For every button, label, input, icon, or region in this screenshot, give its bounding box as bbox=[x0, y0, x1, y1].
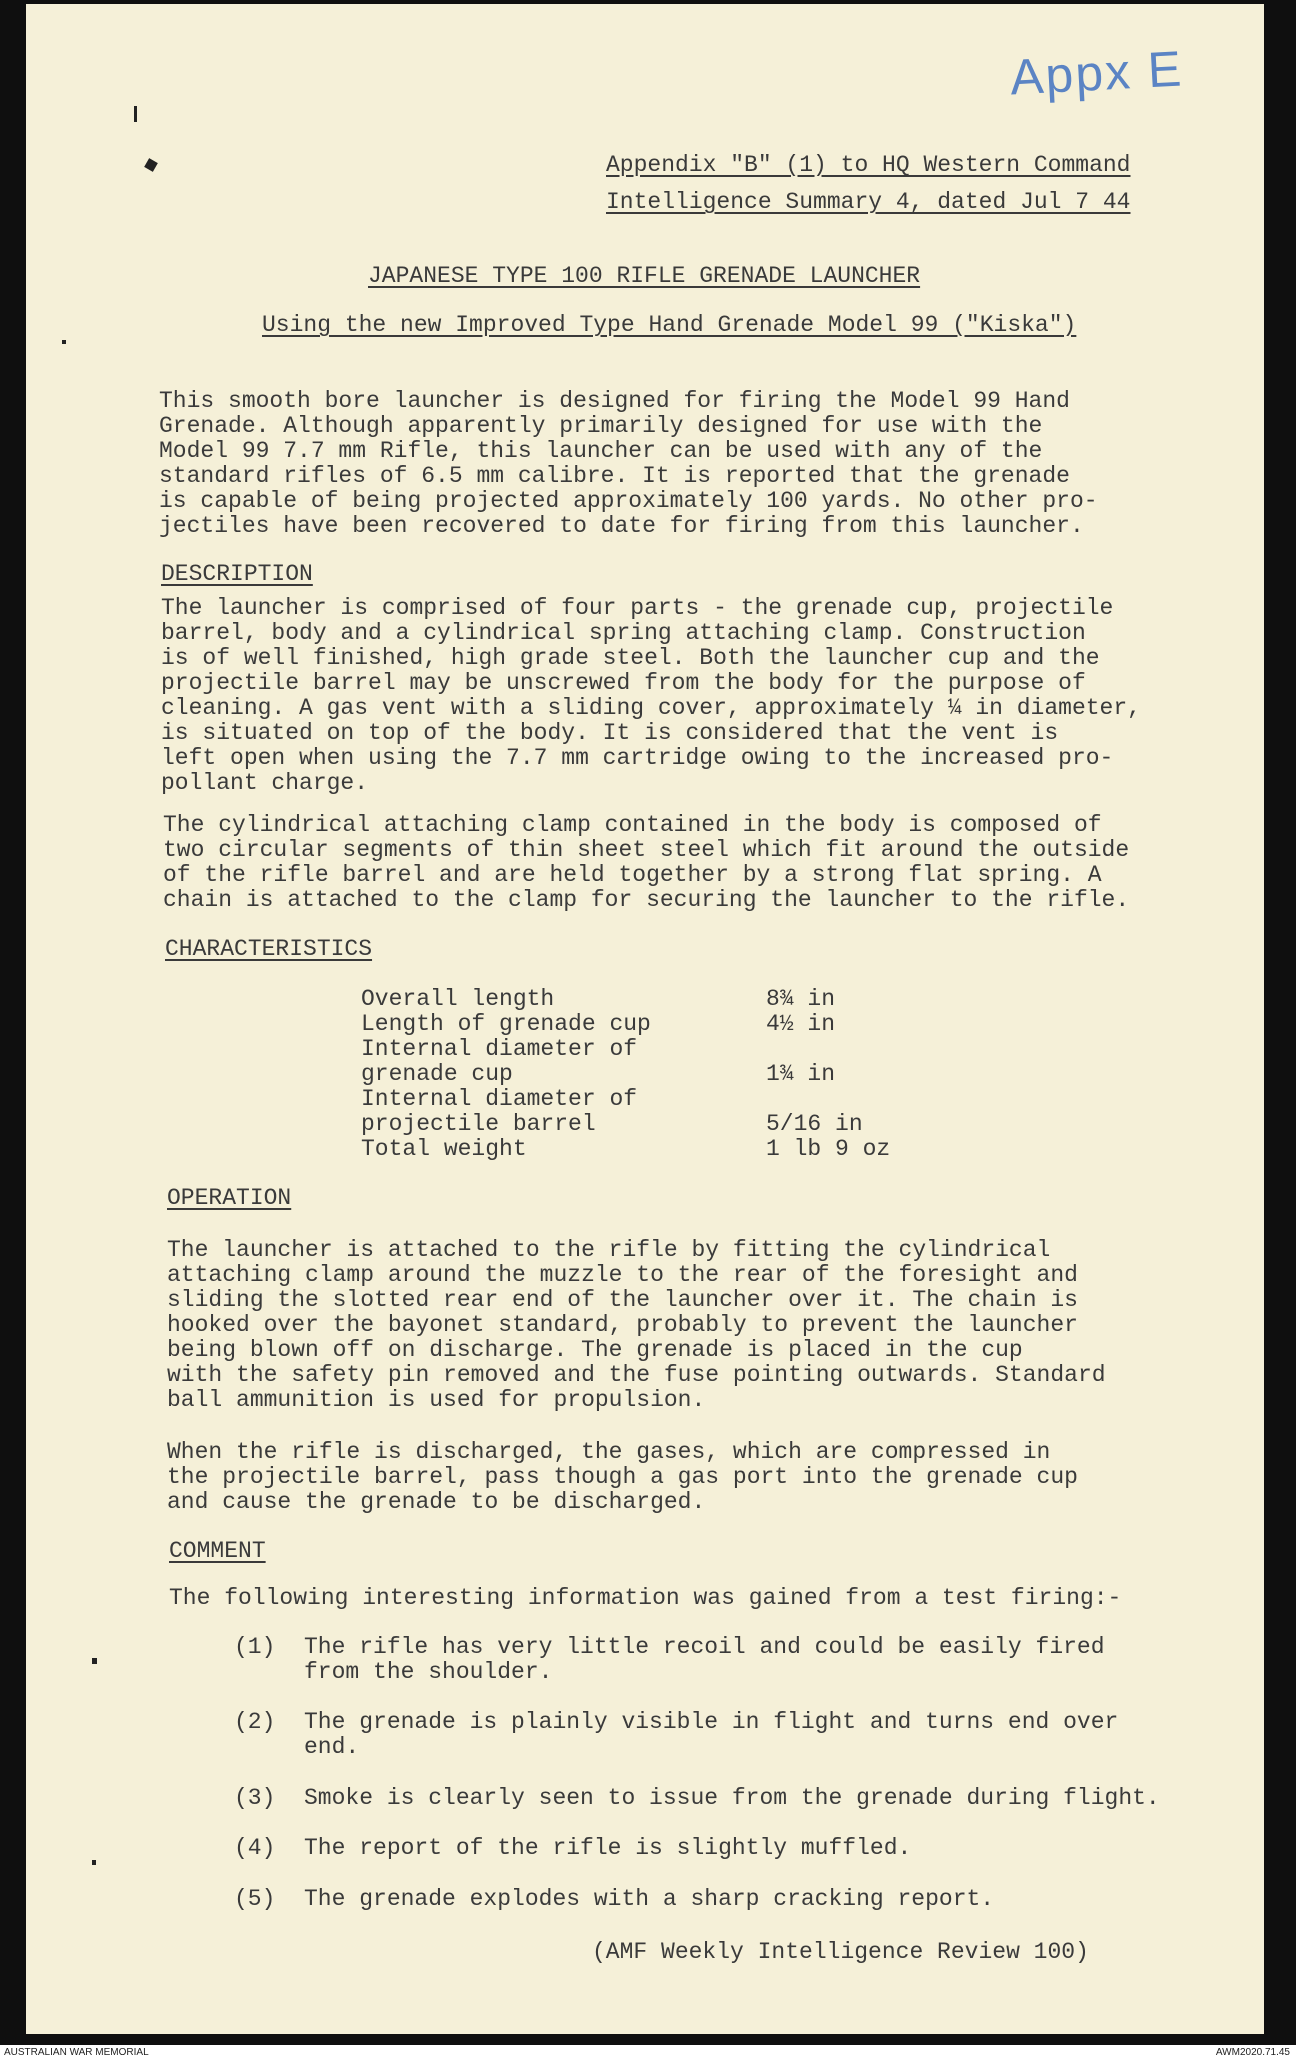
text-line: cleaning. A gas vent with a sliding cover, approximately ¼ in diameter, bbox=[161, 695, 1141, 721]
list-item-text: The grenade explodes with a sharp cracking report. bbox=[304, 1886, 995, 1912]
characteristic-label: Internal diameter of bbox=[361, 1036, 638, 1062]
text-line: The launcher is comprised of four parts - the grenade cup, projectile bbox=[161, 595, 1114, 621]
characteristic-label: projectile barrel bbox=[361, 1111, 596, 1137]
archive-name: AUSTRALIAN WAR MEMORIAL bbox=[4, 2047, 149, 2058]
text-line: standard rifles of 6.5 mm calibre. It is reported that the grenade bbox=[159, 463, 1070, 489]
text-line: two circular segments of thin sheet steel which fit around the outside bbox=[163, 837, 1130, 863]
characteristic-label: Internal diameter of bbox=[361, 1086, 638, 1112]
list-item-text: from the shoulder. bbox=[304, 1659, 553, 1685]
document-title: JAPANESE TYPE 100 RIFLE GRENADE LAUNCHER bbox=[368, 263, 921, 289]
text-line: The cylindrical attaching clamp contained in the body is composed of bbox=[163, 812, 1102, 838]
list-item-number: (4) bbox=[234, 1835, 276, 1861]
text-line: ball ammunition is used for propulsion. bbox=[167, 1387, 706, 1413]
text-line: Model 99 7.7 mm Rifle, this launcher can be used with any of the bbox=[159, 438, 1043, 464]
section-heading-description: DESCRIPTION bbox=[161, 561, 313, 587]
text-line: with the safety pin removed and the fuse pointing outwards. Standard bbox=[167, 1362, 1106, 1388]
characteristic-value: 8¾ in bbox=[766, 986, 836, 1012]
document-subtitle: Using the new Improved Type Hand Grenade Model 99 ("Kiska") bbox=[262, 312, 1077, 338]
text-line: jectiles have been recovered to date for firing from this launcher. bbox=[159, 513, 1084, 539]
list-item-text: end. bbox=[304, 1734, 360, 1760]
text-line: is situated on top of the body. It is considered that the vent is bbox=[161, 720, 1059, 746]
text-line: pollant charge. bbox=[161, 770, 369, 796]
text-line: hooked over the bayonet standard, probably to prevent the launcher bbox=[167, 1312, 1078, 1338]
text-line: being blown off on discharge. The grenade is placed in the cup bbox=[167, 1337, 1023, 1363]
text-line: projectile barrel may be unscrewed from the body for the purpose of bbox=[161, 670, 1086, 696]
list-item-number: (3) bbox=[234, 1785, 276, 1811]
list-item-number: (2) bbox=[234, 1709, 276, 1735]
summary-line: Intelligence Summary 4, dated Jul 7 44 bbox=[606, 189, 1131, 215]
list-item-text: Smoke is clearly seen to issue from the grenade during flight. bbox=[304, 1785, 1160, 1811]
handwritten-annotation: Appx E bbox=[1008, 40, 1185, 106]
text-line: attaching clamp around the muzzle to the rear of the foresight and bbox=[167, 1262, 1078, 1288]
text-line: Grenade. Although apparently primarily designed for use with the bbox=[159, 413, 1043, 439]
text-line: of the rifle barrel and are held together by a strong flat spring. A bbox=[163, 862, 1102, 888]
characteristic-label: grenade cup bbox=[361, 1061, 513, 1087]
characteristic-label: Length of grenade cup bbox=[361, 1011, 651, 1037]
text-line: barrel, body and a cylindrical spring attaching clamp. Construction bbox=[161, 620, 1086, 646]
section-heading-characteristics: CHARACTERISTICS bbox=[165, 936, 373, 962]
characteristic-label: Total weight bbox=[361, 1136, 527, 1162]
margin-mark bbox=[92, 1658, 97, 1664]
appendix-line: Appendix "B" (1) to HQ Western Command bbox=[606, 152, 1131, 178]
text-line: and cause the grenade to be discharged. bbox=[167, 1489, 706, 1515]
list-item-text: The rifle has very little recoil and could be easily fired bbox=[304, 1634, 1105, 1660]
margin-mark bbox=[92, 1860, 96, 1865]
characteristic-value: 1¾ in bbox=[766, 1061, 836, 1087]
list-item-number: (1) bbox=[234, 1634, 276, 1660]
margin-mark bbox=[134, 106, 137, 122]
section-heading-comment: COMMENT bbox=[169, 1538, 266, 1564]
list-item-number: (5) bbox=[234, 1886, 276, 1912]
list-item-text: The report of the rifle is slightly muffled. bbox=[304, 1835, 912, 1861]
text-line: The launcher is attached to the rifle by fitting the cylindrical bbox=[167, 1237, 1051, 1263]
margin-mark bbox=[62, 340, 66, 344]
text-line: the projectile barrel, pass though a gas port into the grenade cup bbox=[167, 1464, 1078, 1490]
characteristic-value: 4½ in bbox=[766, 1011, 836, 1037]
characteristic-label: Overall length bbox=[361, 986, 555, 1012]
text-line: is capable of being projected approximately 100 yards. No other pro- bbox=[159, 488, 1098, 514]
list-item-text: The grenade is plainly visible in flight and turns end over bbox=[304, 1709, 1119, 1735]
characteristic-value: 1 lb 9 oz bbox=[766, 1136, 891, 1162]
text-line: When the rifle is discharged, the gases, which are compressed in bbox=[167, 1439, 1051, 1465]
characteristic-value: 5/16 in bbox=[766, 1111, 863, 1137]
text-line: This smooth bore launcher is designed for firing the Model 99 Hand bbox=[159, 388, 1070, 414]
text-line: left open when using the 7.7 mm cartridge owing to the increased pro- bbox=[161, 745, 1114, 771]
archive-footer bbox=[0, 2045, 1296, 2061]
text-line: sliding the slotted rear end of the launcher over it. The chain is bbox=[167, 1287, 1078, 1313]
section-heading-operation: OPERATION bbox=[167, 1185, 292, 1211]
text-line: chain is attached to the clamp for securing the launcher to the rifle. bbox=[163, 887, 1130, 913]
source-citation: (AMF Weekly Intelligence Review 100) bbox=[592, 1939, 1089, 1965]
comment-intro: The following interesting information was gained from a test firing:- bbox=[169, 1585, 1122, 1611]
archive-reference: AWM2020.71.45 bbox=[1215, 2047, 1290, 2058]
text-line: is of well finished, high grade steel. Both the launcher cup and the bbox=[161, 645, 1100, 671]
